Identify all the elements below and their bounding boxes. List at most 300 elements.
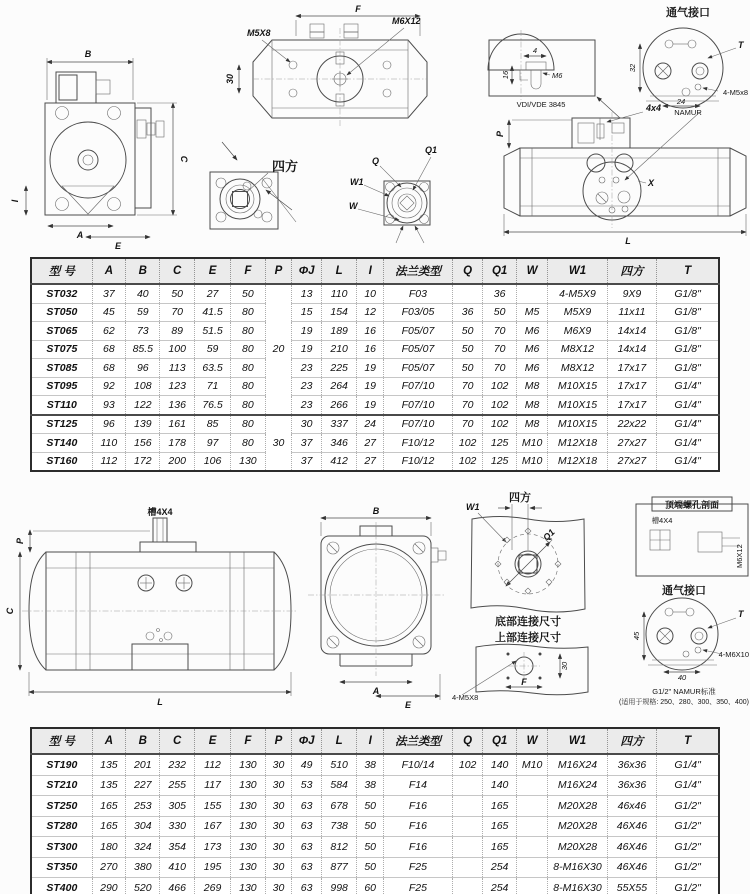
data-cell: 30	[265, 775, 292, 796]
data-cell: 37	[92, 284, 125, 303]
label-q: Q	[372, 156, 380, 166]
dim-label-a: A	[76, 230, 84, 240]
column-header: Q1	[483, 258, 516, 284]
label-w: W	[349, 201, 358, 211]
data-cell: 17x17	[607, 377, 657, 396]
table-row	[31, 775, 719, 796]
data-cell: 135	[92, 775, 125, 796]
data-cell: 122	[126, 396, 160, 415]
large-actuator-side-view	[5, 506, 298, 707]
data-cell: 330	[160, 816, 194, 837]
table-row	[31, 857, 719, 878]
data-cell: 812	[321, 837, 356, 858]
data-cell: 22x22	[607, 415, 657, 434]
table-row	[31, 434, 719, 453]
data-cell: 50	[452, 359, 483, 378]
data-cell: 70	[483, 359, 516, 378]
column-header: 四方	[607, 258, 657, 284]
data-cell: M10	[516, 754, 548, 775]
data-cell: 59	[126, 303, 160, 322]
data-cell: M8X12	[548, 340, 607, 359]
data-cell: 73	[126, 322, 160, 341]
data-cell: 130	[231, 452, 265, 471]
column-header: ΦJ	[292, 258, 322, 284]
data-cell: 68	[92, 359, 125, 378]
model-cell: ST160	[31, 452, 92, 471]
data-cell: 102	[452, 452, 483, 471]
data-cell: 50	[357, 837, 384, 858]
data-cell: F10/12	[384, 452, 453, 471]
data-cell: 53	[292, 775, 322, 796]
label-m6: M6	[552, 71, 563, 80]
data-cell: 17x17	[607, 396, 657, 415]
data-cell: M10X15	[548, 415, 607, 434]
column-header: Q	[452, 728, 483, 754]
data-cell: 8-M16X30	[548, 857, 607, 878]
data-cell: M16X24	[548, 775, 607, 796]
data-cell	[516, 857, 548, 878]
data-cell: 225	[321, 359, 356, 378]
data-cell: 76.5	[194, 396, 230, 415]
data-cell: 50	[160, 284, 194, 303]
data-cell: G1/4"	[657, 396, 719, 415]
data-cell: G1/2"	[657, 837, 719, 858]
label-4x4: 4x4	[646, 103, 662, 113]
column-header: 四方	[607, 728, 657, 754]
dim-label-p2: P	[15, 537, 25, 545]
data-cell: 165	[483, 837, 516, 858]
data-cell: 15	[292, 303, 322, 322]
data-cell: M12X18	[548, 452, 607, 471]
data-cell: 738	[321, 816, 356, 837]
data-cell: 70	[452, 415, 483, 434]
dim-label-f: F	[355, 4, 361, 14]
model-cell: ST250	[31, 796, 92, 817]
data-cell: 180	[92, 837, 125, 858]
data-cell: 112	[194, 754, 230, 775]
dim-label-32: 32	[628, 63, 637, 73]
dim-label-30: 30	[225, 73, 235, 85]
data-cell: 70	[452, 396, 483, 415]
data-cell: 189	[321, 322, 356, 341]
model-cell: ST110	[31, 396, 92, 415]
data-cell: 125	[483, 452, 516, 471]
data-cell: G1/4"	[657, 377, 719, 396]
column-header: W	[516, 258, 548, 284]
data-cell: 19	[292, 340, 322, 359]
data-cell: 156	[126, 434, 160, 453]
vent-port-title: 通气接口	[666, 7, 710, 19]
data-cell: F16	[384, 816, 453, 837]
data-cell	[452, 837, 483, 858]
data-cell: F03	[384, 284, 453, 303]
applicable-sizes-caption: (适用于规格: 250、280、300、350、400)	[619, 699, 749, 706]
data-cell: 253	[126, 796, 160, 817]
column-header: Q	[452, 258, 483, 284]
data-cell: 11x11	[607, 303, 657, 322]
data-cell: 4-M5X9	[548, 284, 607, 303]
column-header: E	[194, 728, 230, 754]
middle-drawings	[0, 488, 750, 718]
data-cell: 200	[160, 452, 194, 471]
data-cell: 49	[292, 754, 322, 775]
data-cell: 30	[265, 415, 292, 472]
dim-label-l: L	[625, 236, 631, 246]
dim-label-w1-2: W1	[466, 502, 480, 512]
data-cell: M10X15	[548, 396, 607, 415]
square-drive-detail	[210, 142, 298, 229]
data-cell: F16	[384, 796, 453, 817]
data-cell: 37	[292, 452, 322, 471]
data-cell: 172	[126, 452, 160, 471]
actuator-side-view	[10, 49, 189, 251]
data-cell: 998	[321, 878, 356, 894]
data-cell: G1/4"	[657, 434, 719, 453]
data-cell: 201	[126, 754, 160, 775]
column-header: I	[357, 728, 384, 754]
dim-label-c2: C	[5, 607, 15, 615]
data-cell: 36	[452, 303, 483, 322]
data-cell: 23	[292, 396, 322, 415]
data-cell: 80	[231, 396, 265, 415]
label-t: T	[738, 40, 744, 50]
data-cell: 97	[194, 434, 230, 453]
data-cell: 165	[92, 796, 125, 817]
data-cell: 155	[194, 796, 230, 817]
data-cell: 71	[194, 377, 230, 396]
label-4-m6x10: 4-M6X10	[718, 650, 749, 659]
data-cell: M20X28	[548, 796, 607, 817]
column-header: P	[265, 258, 292, 284]
data-cell: 19	[357, 377, 384, 396]
label-m6x12: M6X12	[392, 16, 421, 26]
column-header: 型 号	[31, 258, 92, 284]
data-cell: 36x36	[607, 775, 657, 796]
data-cell: 85.5	[126, 340, 160, 359]
data-cell: 173	[194, 837, 230, 858]
table-row	[31, 837, 719, 858]
vent-port-title-2: 通气接口	[662, 585, 706, 597]
drive-dimension-view	[349, 145, 437, 243]
data-cell: 59	[194, 340, 230, 359]
data-cell: 38	[357, 754, 384, 775]
actuator-top-view	[225, 4, 427, 128]
data-cell: G1/8"	[657, 284, 719, 303]
dim-label-b2: B	[372, 506, 380, 516]
data-cell: 130	[231, 878, 265, 894]
dim-label-a2: A	[372, 686, 380, 696]
vent-port-large-detail	[619, 583, 749, 706]
data-cell: 63	[292, 878, 322, 894]
model-cell: ST075	[31, 340, 92, 359]
data-cell: 23	[292, 377, 322, 396]
dim-label-i: I	[10, 199, 20, 203]
column-header: B	[126, 728, 160, 754]
data-cell	[516, 775, 548, 796]
dim-label-e: E	[114, 241, 122, 251]
label-m5x8: M5X8	[247, 28, 271, 38]
data-cell: G1/2"	[657, 878, 719, 894]
data-cell: 14x14	[607, 340, 657, 359]
data-cell: 210	[321, 340, 356, 359]
dim-label-f2: F	[521, 677, 527, 687]
data-cell: 106	[194, 452, 230, 471]
top-section-title: 顶端螺孔剖面	[664, 500, 720, 510]
column-header: 法兰类型	[384, 728, 453, 754]
data-cell: 136	[160, 396, 194, 415]
data-cell: 38	[357, 775, 384, 796]
data-cell: 27x27	[607, 452, 657, 471]
data-cell: 140	[483, 754, 516, 775]
data-cell: 9X9	[607, 284, 657, 303]
top-thread-section-detail	[636, 497, 748, 576]
data-cell: 140	[483, 775, 516, 796]
data-cell: 19	[357, 396, 384, 415]
data-cell: 13	[292, 284, 322, 303]
data-cell: M16X24	[548, 754, 607, 775]
data-cell: 678	[321, 796, 356, 817]
namur-standard-caption: G1/2" NAMUR标准	[652, 687, 716, 696]
data-cell: 123	[160, 377, 194, 396]
data-cell: 290	[92, 878, 125, 894]
data-cell: F10/12	[384, 434, 453, 453]
dim-label-16: 16	[501, 70, 510, 80]
data-cell: F07/10	[384, 377, 453, 396]
data-cell: 227	[126, 775, 160, 796]
column-header: T	[657, 728, 719, 754]
data-cell: 254	[483, 857, 516, 878]
data-cell: 337	[321, 415, 356, 434]
data-cell: 17x17	[607, 359, 657, 378]
data-cell: M6	[516, 322, 548, 341]
data-cell: F05/07	[384, 359, 453, 378]
model-cell: ST085	[31, 359, 92, 378]
table-row	[31, 322, 719, 341]
model-cell: ST400	[31, 878, 92, 894]
column-header: A	[92, 728, 125, 754]
model-cell: ST280	[31, 816, 92, 837]
data-cell: 30	[265, 796, 292, 817]
data-cell	[452, 796, 483, 817]
data-cell: 30	[265, 878, 292, 894]
data-cell: 30	[292, 415, 322, 434]
data-cell: M20X28	[548, 816, 607, 837]
dimension-table-small-models	[30, 257, 720, 472]
data-cell: 113	[160, 359, 194, 378]
model-cell: ST095	[31, 377, 92, 396]
column-header: F	[231, 728, 265, 754]
dim-label-30-2: 30	[560, 661, 569, 671]
data-cell: 254	[483, 878, 516, 894]
data-cell: M10	[516, 452, 548, 471]
data-cell: 19	[357, 359, 384, 378]
data-cell: M8	[516, 377, 548, 396]
connection-dimension-views	[452, 490, 588, 702]
data-cell: 130	[231, 796, 265, 817]
data-cell: 63	[292, 837, 322, 858]
data-cell: F25	[384, 878, 453, 894]
data-cell: 125	[483, 434, 516, 453]
data-cell: F25	[384, 857, 453, 878]
data-cell: G1/8"	[657, 340, 719, 359]
model-cell: ST210	[31, 775, 92, 796]
vent-port-top-detail	[628, 5, 748, 117]
data-cell: M10X15	[548, 377, 607, 396]
data-cell	[452, 816, 483, 837]
data-cell: 89	[160, 322, 194, 341]
label-4-m5x8: 4-M5x8	[722, 88, 748, 97]
data-cell: 130	[231, 754, 265, 775]
dim-label-c: C	[179, 155, 189, 163]
data-cell: 161	[160, 415, 194, 434]
data-cell: 50	[357, 796, 384, 817]
model-cell: ST350	[31, 857, 92, 878]
data-cell: 23	[292, 359, 322, 378]
column-header: 法兰类型	[384, 258, 453, 284]
data-cell: 50	[452, 322, 483, 341]
column-header: I	[357, 258, 384, 284]
data-cell: 70	[483, 322, 516, 341]
data-cell: 50	[483, 303, 516, 322]
data-cell: 112	[92, 452, 125, 471]
data-cell: F16	[384, 837, 453, 858]
data-cell: 154	[321, 303, 356, 322]
data-cell: G1/4"	[657, 775, 719, 796]
data-cell: 117	[194, 775, 230, 796]
dim-label-b: B	[84, 49, 92, 59]
data-cell: G1/8"	[657, 359, 719, 378]
data-cell: G1/2"	[657, 816, 719, 837]
header-row	[31, 258, 719, 284]
dim-label-q1-2: Q1	[541, 527, 557, 543]
data-cell: 46X46	[607, 816, 657, 837]
dim-label-45: 45	[632, 631, 641, 641]
data-cell: 167	[194, 816, 230, 837]
label-t-2: T	[738, 609, 744, 619]
column-header: E	[194, 258, 230, 284]
data-cell: 20	[265, 284, 292, 415]
data-cell	[516, 878, 548, 894]
data-cell: 62	[92, 322, 125, 341]
data-cell: 305	[160, 796, 194, 817]
data-cell: 269	[194, 878, 230, 894]
data-cell: 63	[292, 816, 322, 837]
data-cell: 102	[452, 754, 483, 775]
table-row	[31, 359, 719, 378]
data-cell: G1/4"	[657, 754, 719, 775]
actuator-front-view	[495, 103, 746, 246]
data-cell: 70	[452, 377, 483, 396]
data-cell: 70	[483, 340, 516, 359]
data-cell: 68	[92, 340, 125, 359]
data-cell: 63.5	[194, 359, 230, 378]
data-cell: 102	[483, 377, 516, 396]
data-cell: 92	[92, 377, 125, 396]
data-cell: 10	[357, 284, 384, 303]
data-cell: 178	[160, 434, 194, 453]
column-header: C	[160, 728, 194, 754]
dimension-table-large-models	[30, 727, 720, 894]
data-cell: M6	[516, 359, 548, 378]
data-cell: 55X55	[607, 878, 657, 894]
data-cell: 100	[160, 340, 194, 359]
data-cell	[516, 816, 548, 837]
data-cell: 108	[126, 377, 160, 396]
data-cell: 80	[231, 340, 265, 359]
data-cell: 380	[126, 857, 160, 878]
column-header: B	[126, 258, 160, 284]
data-cell: 410	[160, 857, 194, 878]
data-cell: M8	[516, 415, 548, 434]
data-cell: 12	[357, 303, 384, 322]
column-header: L	[321, 258, 356, 284]
data-cell: 16	[357, 322, 384, 341]
data-cell: 102	[483, 396, 516, 415]
data-cell: G1/8"	[657, 322, 719, 341]
data-cell: 165	[92, 816, 125, 837]
model-cell: ST125	[31, 415, 92, 434]
data-cell: 877	[321, 857, 356, 878]
data-cell: M5X9	[548, 303, 607, 322]
table-row	[31, 878, 719, 894]
data-cell: 266	[321, 396, 356, 415]
data-cell: 30	[265, 857, 292, 878]
data-cell: 41.5	[194, 303, 230, 322]
column-header: 型 号	[31, 728, 92, 754]
data-cell: 46X46	[607, 837, 657, 858]
dim-label-40: 40	[677, 673, 687, 682]
bottom-connection-caption: 底部连接尺寸	[495, 616, 561, 628]
data-cell: 27	[194, 284, 230, 303]
data-cell: 14x14	[607, 322, 657, 341]
data-cell: 324	[126, 837, 160, 858]
table-row	[31, 452, 719, 471]
model-cell: ST190	[31, 754, 92, 775]
data-cell: 346	[321, 434, 356, 453]
data-cell: 63	[292, 857, 322, 878]
table-row	[31, 377, 719, 396]
model-cell: ST032	[31, 284, 92, 303]
data-cell: 50	[357, 816, 384, 837]
data-cell: 40	[126, 284, 160, 303]
column-header: W	[516, 728, 548, 754]
data-cell: 80	[231, 434, 265, 453]
data-cell: 96	[92, 415, 125, 434]
data-cell: 139	[126, 415, 160, 434]
data-cell: 102	[452, 434, 483, 453]
data-cell: 130	[231, 816, 265, 837]
data-cell: 130	[231, 857, 265, 878]
data-cell: G1/4"	[657, 415, 719, 434]
data-cell: 70	[160, 303, 194, 322]
header-row	[31, 728, 719, 754]
column-header: C	[160, 258, 194, 284]
table-row	[31, 340, 719, 359]
data-cell: 584	[321, 775, 356, 796]
data-cell: 102	[483, 415, 516, 434]
data-cell: 510	[321, 754, 356, 775]
data-cell: G1/8"	[657, 303, 719, 322]
data-cell: 63	[292, 796, 322, 817]
data-cell: 232	[160, 754, 194, 775]
data-cell: M5	[516, 303, 548, 322]
data-cell: 195	[194, 857, 230, 878]
data-cell: 8-M16X30	[548, 878, 607, 894]
table-row	[31, 303, 719, 322]
data-cell: 30	[265, 837, 292, 858]
data-cell: F07/10	[384, 415, 453, 434]
label-w1: W1	[350, 177, 364, 187]
